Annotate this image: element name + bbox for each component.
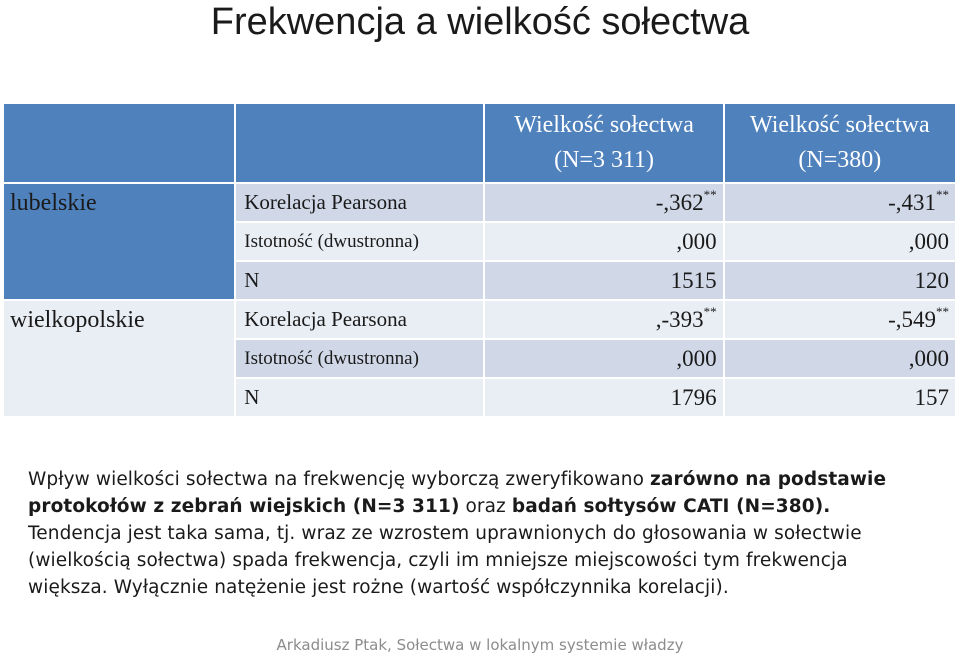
table-row xyxy=(4,184,955,221)
row-label: Istotność (dwustronna) xyxy=(236,223,483,260)
row-label: N xyxy=(236,262,483,299)
value-cell: -,362** xyxy=(485,184,722,221)
header-col2-line1: Wielkość sołectwa xyxy=(750,112,930,138)
value-cell: ,000 xyxy=(485,340,722,377)
value-cell: -,431** xyxy=(725,184,955,221)
value-cell: 1515 xyxy=(485,262,722,299)
value-cell: ,000 xyxy=(725,340,955,377)
header-col1-line1: Wielkość sołectwa xyxy=(514,112,694,138)
region-wielkopolskie: wielkopolskie xyxy=(4,301,234,416)
value-cell: ,000 xyxy=(725,223,955,260)
correlation-table xyxy=(2,102,957,418)
table-row xyxy=(4,301,955,338)
region-lubelskie: lubelskie xyxy=(4,184,234,299)
value-cell: 157 xyxy=(725,379,955,416)
header-col2-line2: (N=380) xyxy=(798,147,882,173)
table-header-row xyxy=(4,104,955,182)
header-empty-cell xyxy=(4,104,234,182)
header-empty-cell xyxy=(236,104,483,182)
explanatory-note: Wpływ wielkości sołectwa na frekwencję wyborczą zweryfikowano zarówno na podstawie protokołów z zebrań wiejskich (N=3 311) oraz badań sołtysów CATI (N=380). Tendencja jest taka sama, tj. wraz ze wzrostem uprawnionych do głosowania w sołectwie (wielkością sołectwa) spada frekwencja, czyli im mniejsze miejscowości tym frekwencja większa. Wyłącznie natężenie jest rożne (wartość współczynnika korelacji). xyxy=(28,469,887,598)
row-label: N xyxy=(236,379,483,416)
value-cell: ,-393** xyxy=(485,301,722,338)
row-label: Istotność (dwustronna) xyxy=(236,340,483,377)
slide-title: Frekwencja a wielkość sołectwa xyxy=(210,1,750,43)
value-cell: ,000 xyxy=(485,223,722,260)
header-col2 xyxy=(725,104,955,182)
value-cell: 120 xyxy=(725,262,955,299)
header-col1-line2: (N=3 311) xyxy=(554,147,655,173)
footer-author: Arkadiusz Ptak, Sołectwa w lokalnym systemie władzy xyxy=(276,636,684,654)
row-label: Korelacja Pearsona xyxy=(236,301,483,338)
row-label: Korelacja Pearsona xyxy=(236,184,483,221)
value-cell: -,549** xyxy=(725,301,955,338)
header-col1 xyxy=(485,104,722,182)
value-cell: 1796 xyxy=(485,379,722,416)
